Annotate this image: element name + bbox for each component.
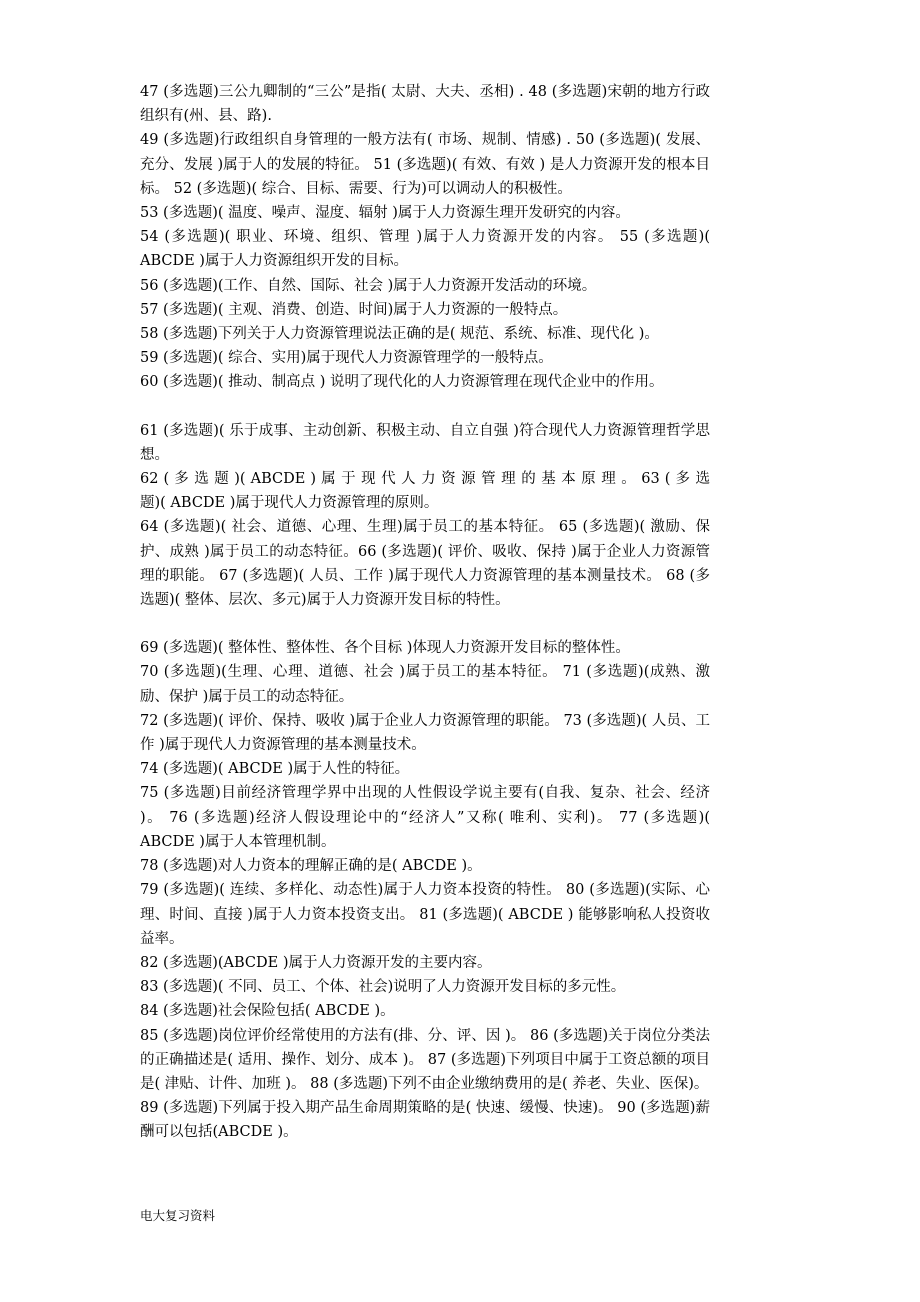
paragraph-q72-73: 72 (多选题)( 评价、保持、吸收 )属于企业人力资源管理的职能。 73 (多选题)( 人员、工作 )属于现代人力资源管理的基本测量技术。	[140, 712, 710, 754]
page-footer: 电大复习资料	[140, 1208, 216, 1223]
paragraph-q89-90: 89 (多选题)下列属于投入期产品生命周期策略的是( 快速、缓慢、快速)。 90 (多选题)薪酬可以包括(ABCDE )。	[140, 1100, 710, 1141]
paragraph-q57: 57 (多选题)( 主观、消费、创造、时间)属于人力资源的一般特点。	[140, 301, 568, 318]
document-body	[140, 80, 710, 1145]
paragraph-q49-52: 49 (多选题)行政组织自身管理的一般方法有( 市场、规制、情感) . 50 (多选题)( 发展、充分、发展 )属于人的发展的特征。 51 (多选题)( 有效、有效 ) 是人力资源开发的根本目标。 52 (多选题)( 综合、目标、需要、行为)可以调动人的积极性。	[140, 132, 710, 197]
paragraph-q54-55: 54 (多选题)( 职业、环境、组织、管理 )属于人力资源开发的内容。 55 (多选题)( ABCDE )属于人力资源组织开发的目标。	[140, 229, 710, 270]
paragraph-q78: 78 (多选题)对人力资本的理解正确的是( ABCDE )。	[140, 858, 482, 875]
paragraph-q82: 82 (多选题)(ABCDE )属于人力资源开发的主要内容。	[140, 954, 492, 971]
paragraph-q47-48: 47 (多选题)三公九卿制的“三公”是指( 太尉、大夫、丞相) . 48 (多选题)宋朝的地方行政组织有(州、县、路).	[140, 84, 710, 125]
paragraph-q64-68: 64 (多选题)( 社会、道德、心理、生理)属于员工的基本特征。 65 (多选题)( 激励、保护、成熟 )属于员工的动态特征。66 (多选题)( 评价、吸收、保持 )属于企业人力资源管理的职能。 67 (多选题)( 人员、工作 )属于现代人力资源管理的基本测量技术。 68 (多选题)( 整体、层次、多元)属于人力资源开发目标的特性。	[140, 519, 710, 609]
paragraph-q61: 61 (多选题)( 乐于成事、主动创新、积极主动、自立自强 )符合现代人力资源管理哲学思想。	[140, 422, 710, 463]
paragraph-q83: 83 (多选题)( 不同、员工、个体、社会)说明了人力资源开发目标的多元性。	[140, 979, 626, 996]
paragraph-q79-81: 79 (多选题)( 连续、多样化、动态性)属于人力资本投资的特性。 80 (多选题)(实际、心理、时间、直接 )属于人力资本投资支出。 81 (多选题)( ABCDE ) 能够影响私人投资收益率。	[140, 882, 710, 947]
paragraph-q62-63: 62 ( 多 选 题 )( ABCDE ) 属 于 现 代 人 力 资 源 管 理 的 基 本 原 理 。 63 ( 多 选 题)( ABCDE )属于现代人力资源管理的原则。	[140, 471, 710, 512]
paragraph-q60: 60 (多选题)( 推动、制高点 ) 说明了现代化的人力资源管理在现代企业中的作用。	[140, 374, 664, 391]
paragraph-q75-77: 75 (多选题)目前经济管理学界中出现的人性假设学说主要有(自我、复杂、社会、经济 )。 76 (多选题)经济人假设理论中的“经济人”又称( 唯利、实利)。 77 (多选题)( ABCDE )属于人本管理机制。	[140, 785, 710, 850]
paragraph-q53: 53 (多选题)( 温度、噪声、湿度、辐射 )属于人力资源生理开发研究的内容。	[140, 205, 630, 222]
paragraph-q56: 56 (多选题)(工作、自然、国际、社会 )属于人力资源开发活动的环境。	[140, 277, 597, 294]
paragraph-q58: 58 (多选题)下列关于人力资源管理说法正确的是( 规范、系统、标准、现代化 )。	[140, 326, 659, 343]
paragraph-q85-88: 85 (多选题)岗位评价经常使用的方法有(排、分、评、因 )。 86 (多选题)关于岗位分类法的正确描述是( 适用、操作、划分、成本 )。 87 (多选题)下列项目中属于工资总额的项目是( 津贴、计件、加班 )。 88 (多选题)下列不由企业缴纳费用的是( 养老、失业、医保)。	[140, 1027, 710, 1092]
paragraph-q84: 84 (多选题)社会保险包括( ABCDE )。	[140, 1003, 395, 1020]
paragraph-q59: 59 (多选题)( 综合、实用)属于现代人力资源管理学的一般特点。	[140, 350, 553, 367]
paragraph-q69: 69 (多选题)( 整体性、整体性、各个目标 )体现人力资源开发目标的整体性。	[140, 640, 630, 657]
paragraph-q74: 74 (多选题)( ABCDE )属于人性的特征。	[140, 761, 410, 778]
paragraph-q70-71: 70 (多选题)(生理、心理、道德、社会 )属于员工的基本特征。 71 (多选题)(成熟、激励、保护 )属于员工的动态特征。	[140, 664, 710, 705]
